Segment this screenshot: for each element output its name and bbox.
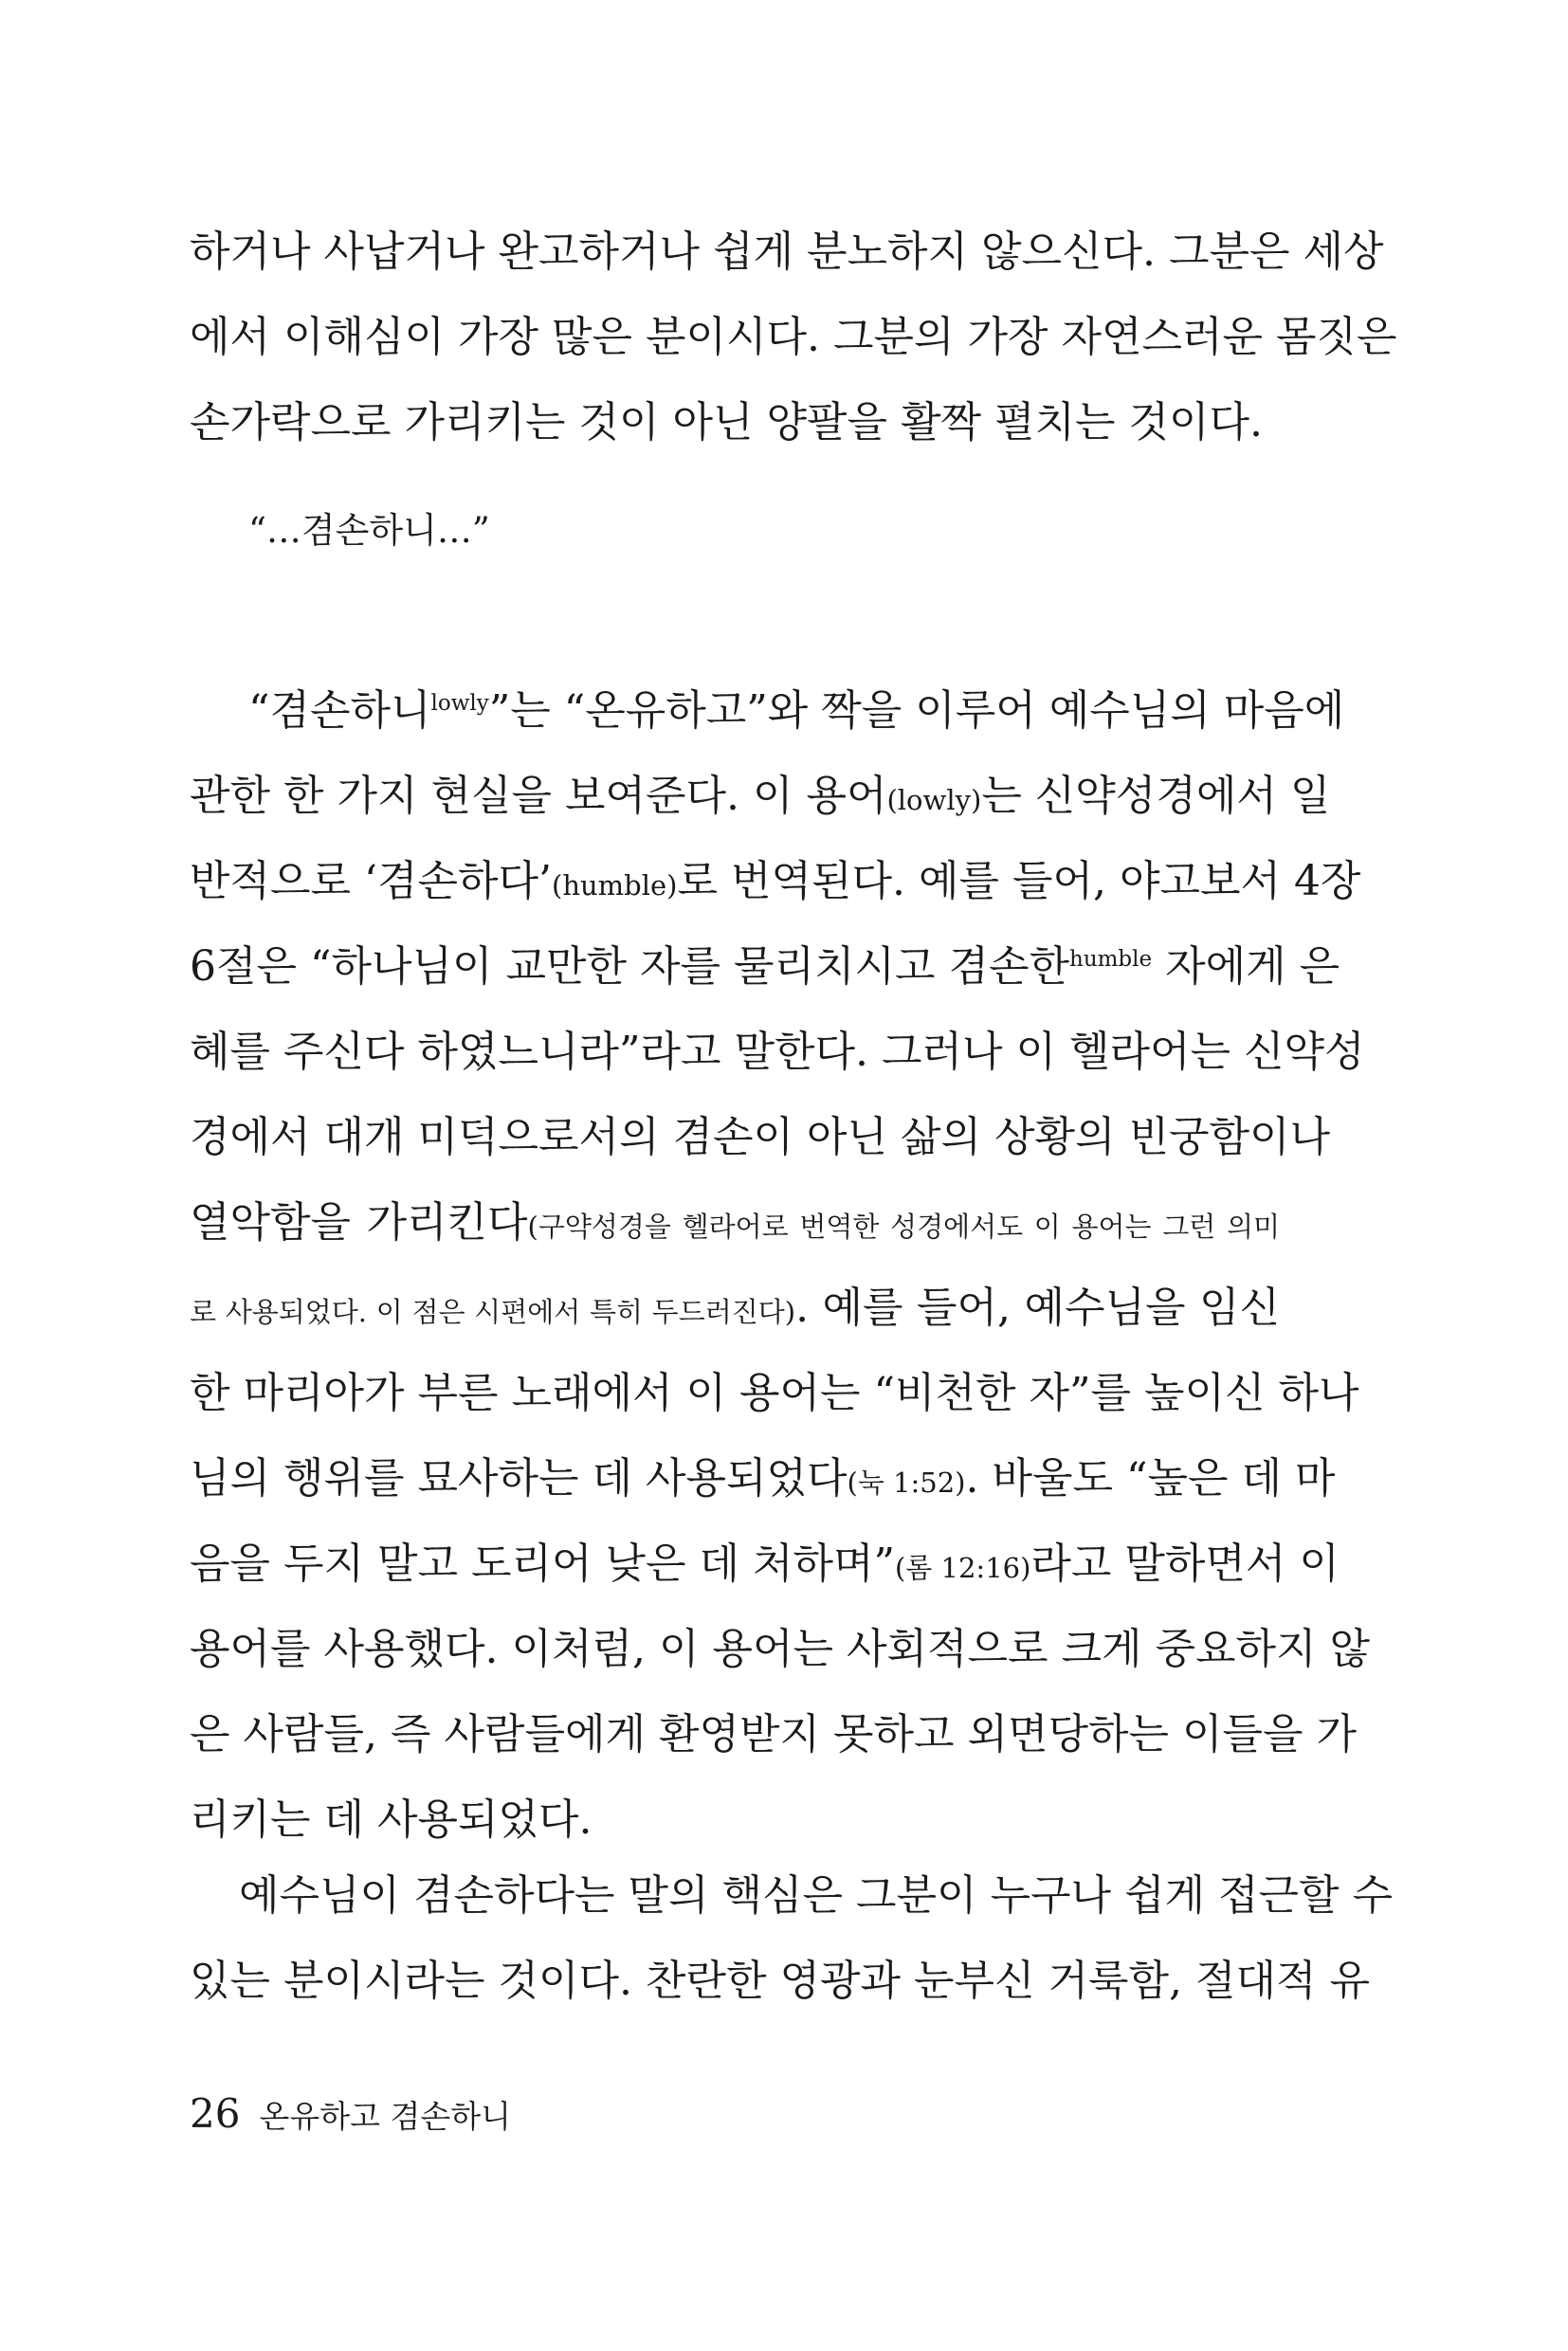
paragraph-3-line-2: 있는 분이시라는 것이다. 찬란한 영광과 눈부신 거룩함, 절대적 유	[190, 1957, 1370, 2005]
paragraph-2-line-12: 용어를 사용했다. 이처럼, 이 용어는 사회적으로 크게 중요하지 않	[190, 1625, 1370, 1673]
paragraph-2-line-1: “겸손하니$^{lowly}$”는 “온유하고”와 짝을 이루어 예수님의 마음에	[248, 686, 1345, 735]
paragraph-3-line-1: 예수님이 겸손하다는 말의 핵심은 그분이 누구나 쉽게 접근할 수	[239, 1871, 1393, 1920]
paragraph-2-line-11: 음을 두지 말고 도리어 낮은 데 처하며”(롬 12:16)라고 말하면서 이	[190, 1540, 1340, 1588]
english-gloss: humble	[1069, 947, 1153, 972]
english-gloss: lowly	[430, 691, 489, 716]
scripture-reference: (눅 1:52)	[847, 1467, 966, 1499]
paragraph-2-line-7: 열악함을 가리킨다(구약성경을 헬라어로 번역한 성경에서도 이 용어는 그런 의미	[190, 1198, 1280, 1247]
english-gloss: (lowly)	[886, 784, 982, 816]
paragraph-2-line-3: 반적으로 ‘겸손하다’(humble)로 번역된다. 예를 들어, 야고보서 4장	[190, 857, 1361, 905]
page-footer	[190, 2090, 511, 2137]
page-number: 26	[190, 2090, 241, 2137]
paragraph-2-line-2: 관한 한 가지 현실을 보여준다. 이 용어(lowly)는 신약성경에서 일	[190, 772, 1331, 820]
parenthetical-note: 로 사용되었다. 이 점은 시편에서 특히 두드러진다)	[190, 1296, 796, 1328]
paragraph-2-line-10: 님의 행위를 묘사하는 데 사용되었다(눅 1:52). 바울도 “높은 데 마	[190, 1454, 1336, 1503]
paragraph-1-line-1: 하거나 사납거나 완고하거나 쉽게 분노하지 않으신다. 그분은 세상	[190, 228, 1384, 276]
paragraph-1-line-3: 손가락으로 가리키는 것이 아닌 양팔을 활짝 펼치는 것이다.	[190, 398, 1263, 447]
paragraph-2-line-14: 리키는 데 사용되었다.	[190, 1795, 593, 1844]
paragraph-2-line-13: 은 사람들, 즉 사람들에게 환영받지 못하고 외면당하는 이들을 가	[190, 1710, 1357, 1759]
paragraph-2-line-6: 경에서 대개 미덕으로서의 겸손이 아닌 삶의 상황의 빈궁함이나	[190, 1113, 1331, 1161]
paragraph-2-line-8: 로 사용되었다. 이 점은 시편에서 특히 두드러진다). 예를 들어, 예수님을 임신	[190, 1284, 1280, 1332]
paragraph-2-line-9: 한 마리아가 부른 노래에서 이 용어는 “비천한 자”를 높이신 하나	[190, 1369, 1359, 1417]
parenthetical-note: (구약성경을 헬라어로 번역한 성경에서도 이 용어는 그런 의미	[527, 1211, 1280, 1243]
paragraph-2-line-5: 혜를 주신다 하였느니라”라고 말한다. 그러나 이 헬라어는 신약성	[190, 1028, 1365, 1076]
running-title: 온유하고 겸손하니	[259, 2098, 511, 2135]
section-heading: “…겸손하니…”	[248, 510, 490, 551]
paragraph-1-line-2: 에서 이해심이 가장 많은 분이시다. 그분의 가장 자연스러운 몸짓은	[190, 313, 1397, 361]
scripture-reference: (롬 12:16)	[894, 1552, 1031, 1584]
paragraph-2-line-4: 6절은 “하나님이 교만한 자를 물리치시고 겸손한$^{humble}$ 자에게 은	[190, 942, 1340, 991]
english-gloss: (humble)	[552, 869, 678, 902]
